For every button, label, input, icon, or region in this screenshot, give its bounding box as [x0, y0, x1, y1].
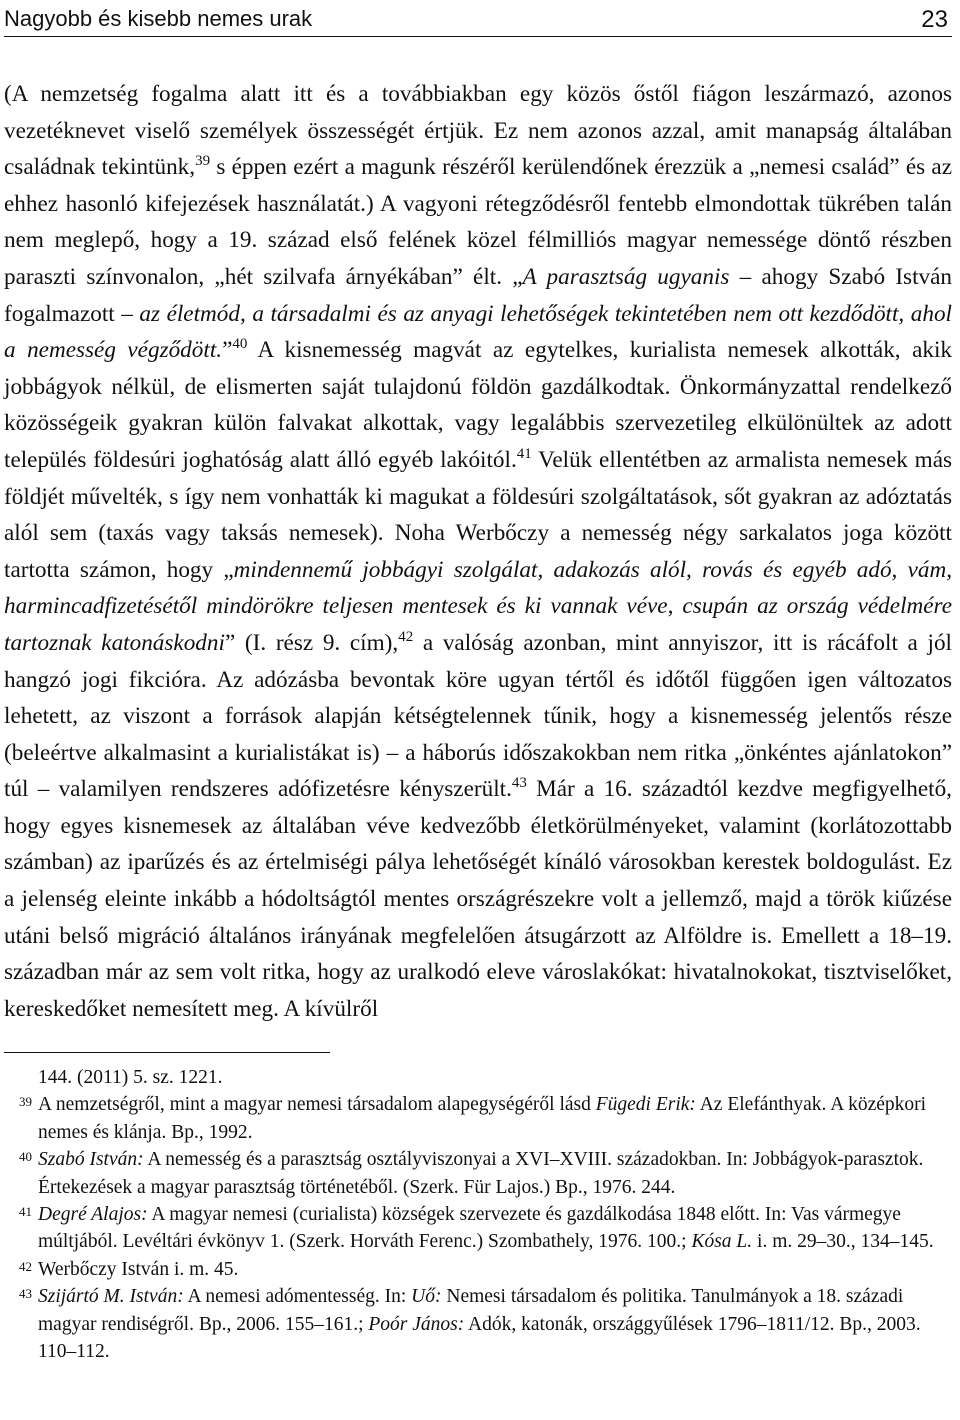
- body-text-segment: A kisnemesség magvát az egytelkes, kurialista nemesek alkották, akik jobbágyok nélkül, de elismerten saját tulajdonú földön gazdálkodtak. Önkormányzattal rendelkező közösségeik gyakran külön falvakat alkottak, vagy legalábbis szervezetileg elkülönültek az adott település földesúri joghatóság alatt álló egyéb lakóitól.: [4, 337, 952, 473]
- page-number: 23: [921, 6, 948, 33]
- footnote-ref-41[interactable]: 41: [516, 445, 532, 462]
- footnote-41: 41 Degré Alajos: A magyar nemesi (curialista) községek szervezete és gazdálkodása 1848 előtt. In: Vas vármegye múltjából. Levéltári évkönyv 1. (Szerk. Horváth Ferenc.) Szombathely, 1976. 100.; Kósa L. i. m. 29–30., 134–145.: [38, 1201, 952, 1256]
- footnote-42: 42 Werbőczy István i. m. 45.: [38, 1256, 952, 1283]
- body-text-segment: Velük ellentétben az armalista nemesek más földjét művelték, s így nem vonhatták ki magukat a földesúri szolgáltatások, sőt gyakran az adóztatás alól sem (taxás vagy taksás nemesek). Noha Werbőczy a nemesség négy sarkalatos joga között tartotta számon, hogy „: [4, 446, 953, 583]
- body-text-segment: ” (I. rész 9. cím),: [224, 629, 399, 656]
- body-text-segment: ”: [222, 337, 233, 364]
- footnote-ref-40[interactable]: 40: [232, 336, 248, 353]
- footnote-39: 39 A nemzetségről, mint a magyar nemesi társadalom alapegységéről lásd Fügedi Erik: Az Elefánthyak. A középkori nemes és klánja. Bp., 1992.: [38, 1091, 952, 1146]
- footnote-ref-39[interactable]: 39: [195, 153, 211, 170]
- footnote-marker: 39: [19, 1094, 32, 1110]
- running-header: [4, 4, 952, 37]
- footnote-43: 43 Szijártó M. István: A nemesi adómentesség. In: Uő: Nemesi társadalom és politika. Tanulmányok a 18. századi magyar rendiségről. Bp., 2006. 155–161.; Poór János: Adók, katonák, országgyűlések 1796–1811/12. Bp., 2003. 110–112.: [38, 1283, 952, 1365]
- footnote-marker: 40: [19, 1149, 32, 1165]
- body-text-segment: Már a 16. századtól kezdve megfigyelhető, hogy egyes kisnemesek az általában véve kedvezőbb életkörülményeket, valamint (korlátozottabb számban) az iparűzés és az értelmiségi pálya lehetőségét kínáló városokban kerestek boldogulást. Ez a jelenség eleinte inkább a hódoltságtól mentes országrészekre volt a jellemző, majd a török kiűzése utáni belső migráció általános irányának megfelelően átsugárzott az Alföldre is. Emellett a 18–19. században már az sem volt ritka, hogy az uralkodó eleve városlakókat: hivatalnokokat, tisztviselőket, kereskedőket nemesített meg. A kívülről: [4, 776, 952, 1022]
- footnote-marker: 42: [19, 1258, 32, 1274]
- body-text-segment: – ahogy Szabó István fogalmazott –: [4, 263, 952, 327]
- running-title: Nagyobb és kisebb nemes urak: [4, 6, 313, 31]
- footnote-marker: 43: [19, 1286, 32, 1302]
- body-text-segment: (A nemzetség fogalma alatt itt és a továbbiakban egy közös őstől fiágon leszármazó, azonos vezetéknevet viselő személyek összességét értjük. Ez nem azonos azzal, amit manapság általában családnak tekintünk,: [4, 81, 952, 181]
- footnote-divider: [4, 1052, 330, 1053]
- body-paragraph: [4, 76, 952, 1027]
- footnote-marker: 41: [19, 1204, 32, 1220]
- body-text-segment: a valóság azonban, mint annyiszor, itt is rácáfolt a jól hangzó jogi fikcióra. Az adózásba bevontak köre ugyan tértől és időtől függően igen változatos lehetett, az viszont a források alapján kétségtelennek tűnik, hogy a kisnemesség jelentős része (beleértve alkalmasint a kurialistákat is) – a háborús időszakokban nem ritka „önkéntes ajánlatokon” túl – valamilyen rendszeres adófizetésre kényszerült.: [4, 629, 953, 803]
- footnote-ref-43[interactable]: 43: [511, 775, 527, 792]
- body-text-segment: s éppen ezért a magunk részéről kerülendőnek érezzük a „nemesi család” és az ehhez hasonló kifejezések használatát.) A vagyoni rétegződésről fentebb elmondottak tükrében talán nem meglepő, hogy a 19. század első felének közel félmilliós magyar nemessége döntő részben paraszti színvonalon, „hét szilvafa árnyékában” élt. „: [4, 154, 952, 290]
- footnote-40: 40 Szabó István: A nemesség és a parasztság osztályviszonyai a XVI–XVIII. századokban. In: Jobbágyok-parasztok. Értekezések a magyar parasztság történetéből. (Szerk. Für Lajos.) Bp., 1976. 244.: [38, 1146, 952, 1201]
- quote-italic: az életmód, a társadalmi és az anyagi lehetőségek tekintetében nem ott kezdődött, ahol a nemesség végződött.: [4, 300, 952, 364]
- footnote-continuation: 144. (2011) 5. sz. 1221.: [38, 1067, 223, 1088]
- quote-italic: mindennemű jobbágyi szolgálat, adakozás alól, rovás és egyéb adó, vám, harmincadfizetésétől mindörökre teljesen mentesek és ki vannak véve, csupán az ország védelmére tartoznak katonáskodni: [4, 556, 952, 656]
- footnote-ref-42[interactable]: 42: [398, 628, 414, 645]
- quote-italic: A parasztság ugyanis: [522, 263, 730, 290]
- footnotes: [19, 1064, 952, 1365]
